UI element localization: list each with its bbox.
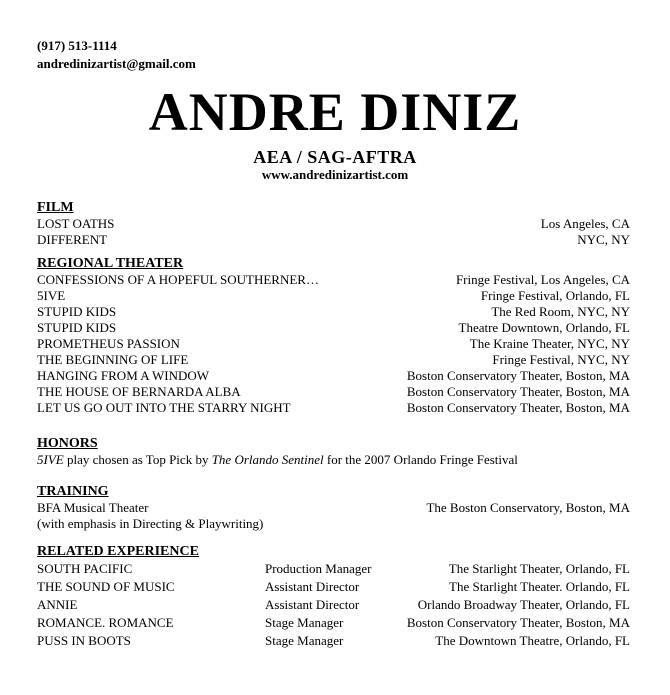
credit-title: STUPID KIDS [37,304,117,319]
credit-title: THE BEGINNING OF LIFE [37,352,189,367]
experience-role: Production Manager [265,561,372,576]
experience-row [37,632,630,650]
credit-location: Fringe Festival, Orlando, FL [480,288,630,303]
credit-title: STUPID KIDS [37,320,117,335]
credit-title: 5IVE [37,288,66,303]
honors-section [37,436,630,468]
related-experience-section [37,544,630,650]
training-heading: TRAINING [37,484,109,499]
website-link[interactable]: www.andredinizartist.com [261,167,409,182]
contact-block [37,37,196,73]
honors-heading: HONORS [37,436,98,451]
honor-entry [37,452,630,468]
experience-title: THE SOUND OF MUSIC [37,579,175,594]
union-affiliations: AEA / SAG-AFTRA [253,147,417,167]
regional-theater-heading: REGIONAL THEATER [37,256,184,271]
credit-location: Theatre Downtown, Orlando, FL [458,320,630,335]
credit-row [37,320,630,336]
school: The Boston Conservatory, Boston, MA [426,500,630,515]
experience-title: ANNIE [37,597,78,612]
credit-row [37,232,630,248]
credit-title: HANGING FROM A WINDOW [37,368,210,383]
credit-title: CONFESSIONS OF A HOPEFUL SOUTHERNER… [37,272,319,287]
honor-show-title: 5IVE [37,452,64,467]
email-address: andredinizartist@gmail.com [37,56,196,71]
credit-title: PROMETHEUS PASSION [37,336,180,351]
film-heading: FILM [37,200,74,215]
experience-row [37,560,630,578]
credit-row [37,352,630,368]
credit-location: Boston Conservatory Theater, Boston, MA [406,368,630,383]
experience-role: Stage Manager [265,633,344,648]
credit-location: Boston Conservatory Theater, Boston, MA [406,400,630,415]
credit-title: THE HOUSE OF BERNARDA ALBA [37,384,241,399]
experience-location: Orlando Broadway Theater, Orlando, FL [417,597,630,612]
credit-title: DIFFERENT [37,232,108,247]
honor-text-end: for the 2007 Orlando Fringe Festival [323,452,518,467]
phone-number: (917) 513-1114 [37,38,117,53]
experience-row [37,614,630,632]
degree: BFA Musical Theater [37,500,149,515]
training-section [37,484,630,532]
training-note: (with emphasis in Directing & Playwriting) [37,516,264,531]
experience-row [37,596,630,614]
film-section [37,200,630,248]
experience-title: SOUTH PACIFIC [37,561,133,576]
experience-location: The Starlight Theater, Orlando, FL [448,561,630,576]
credit-location: Fringe Festival, Los Angeles, CA [455,272,630,287]
experience-location: The Downtown Theatre, Orlando, FL [435,633,630,648]
credit-row [37,336,630,352]
credit-location: NYC, NY [577,232,630,247]
credit-location: The Red Room, NYC, NY [491,304,630,319]
training-note-row [37,516,630,532]
regional-theater-section [37,256,630,416]
credit-location: Boston Conservatory Theater, Boston, MA [406,384,630,399]
credit-title: LET US GO OUT INTO THE STARRY NIGHT [37,400,291,415]
credit-location: Los Angeles, CA [540,216,630,231]
experience-role: Assistant Director [265,579,360,594]
credit-row [37,272,630,288]
experience-row [37,578,630,596]
training-row [37,500,630,516]
credit-row [37,384,630,400]
honor-text: play chosen as Top Pick by [63,452,212,467]
credit-title: LOST OATHS [37,216,115,231]
credit-row [37,304,630,320]
related-experience-heading: RELATED EXPERIENCE [37,544,199,559]
credit-row [37,288,630,304]
performer-name: ANDRE DINIZ [148,82,522,142]
credit-row [37,216,630,232]
credit-row [37,400,630,416]
experience-location: The Starlight Theater. Orlando, FL [449,579,630,594]
credit-location: The Kraine Theater, NYC, NY [469,336,630,351]
experience-location: Boston Conservatory Theater, Boston, MA [406,615,630,630]
credit-location: Fringe Festival, NYC, NY [492,352,630,367]
credit-row [37,368,630,384]
experience-title: PUSS IN BOOTS [37,633,131,648]
experience-title: ROMANCE. ROMANCE [37,615,174,630]
honor-publication: The Orlando Sentinel [211,452,324,467]
experience-role: Assistant Director [265,597,360,612]
experience-role: Stage Manager [265,615,344,630]
